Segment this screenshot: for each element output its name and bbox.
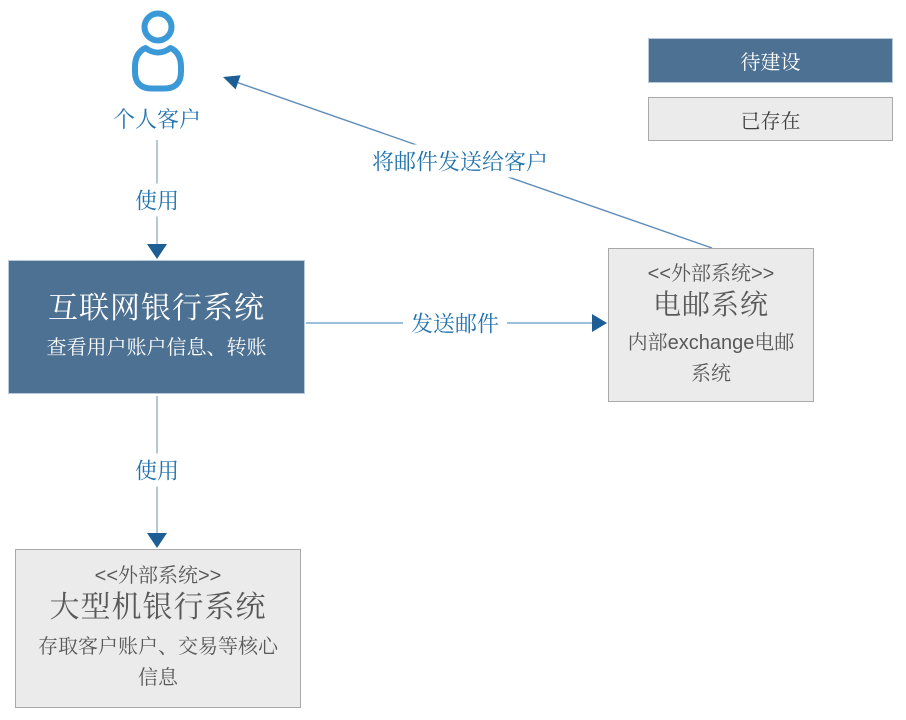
node-email-stereotype: <<外部系统>> xyxy=(647,262,775,285)
node-mainframe-title: 大型机银行系统 xyxy=(49,590,267,624)
arrowhead-banking-to-email xyxy=(592,314,607,332)
node-internet-banking-title: 互联网银行系统 xyxy=(48,291,265,325)
arrowhead-actor-to-banking xyxy=(147,244,167,259)
edge-label-email-to-actor: 将邮件发送给客户 xyxy=(364,145,556,178)
edge-label-banking-to-email: 发送邮件 xyxy=(403,307,507,340)
arrowhead-email-to-actor xyxy=(223,75,241,89)
edge-label-actor-to-banking: 使用 xyxy=(127,184,187,217)
legend xyxy=(648,38,893,141)
node-mainframe-stereotype: <<外部系统>> xyxy=(94,564,222,587)
node-email-title: 电邮系统 xyxy=(652,288,769,320)
node-email-subtitle: 内部exchange电邮系统 xyxy=(627,331,795,385)
legend-item-planned: 待建设 xyxy=(648,38,893,83)
person-actor-icon xyxy=(128,10,188,92)
node-internet-banking-system xyxy=(8,260,305,394)
actor-label: 个人客户 xyxy=(112,107,202,132)
node-email-system xyxy=(608,248,814,402)
node-internet-banking-subtitle: 查看用户账户信息、转账 xyxy=(46,337,267,360)
arrowhead-banking-to-mainframe xyxy=(147,533,167,548)
node-mainframe-subtitle: 存取客户账户、交易等核心信息 xyxy=(38,636,278,690)
legend-item-existing: 已存在 xyxy=(648,97,893,141)
edge-label-banking-to-mainframe: 使用 xyxy=(127,454,187,487)
node-mainframe-banking-system xyxy=(15,549,301,708)
